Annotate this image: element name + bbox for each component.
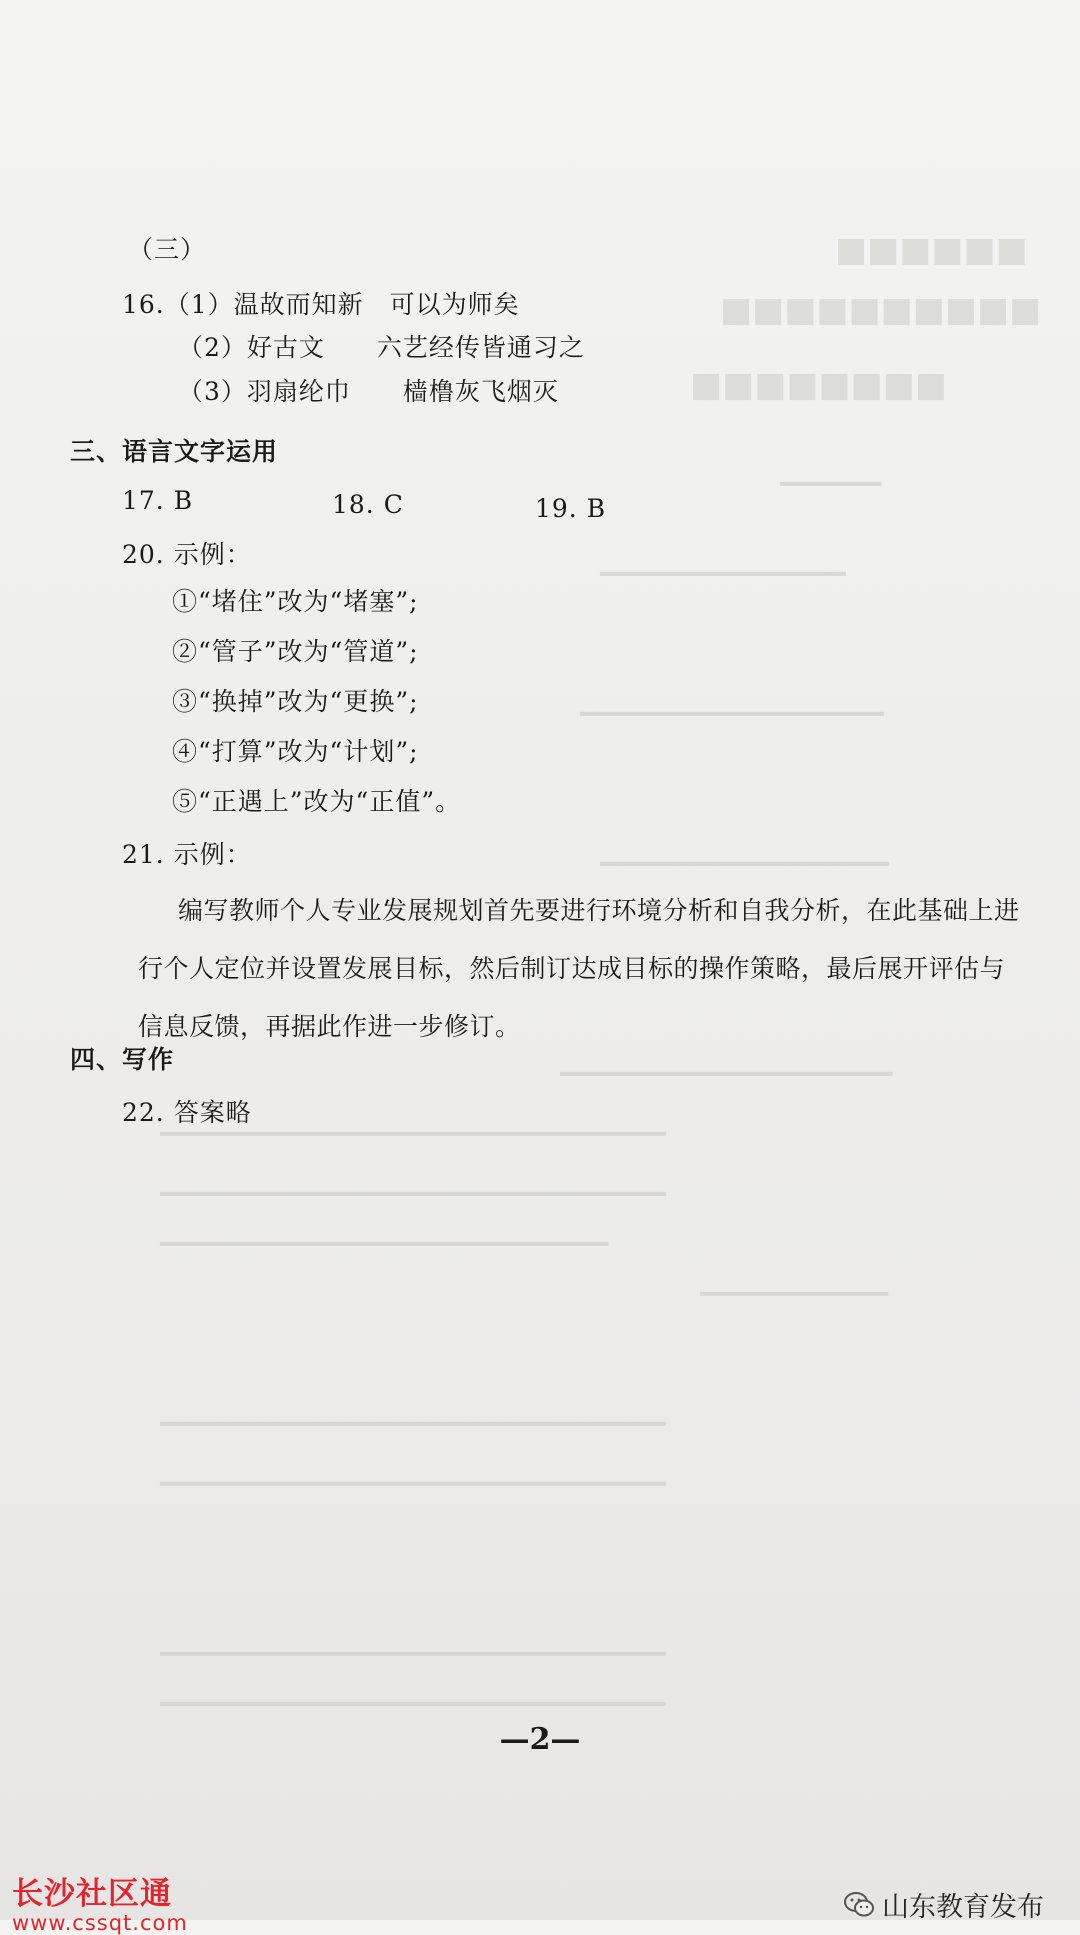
answer-q22: 22. 答案略 xyxy=(122,1098,252,1127)
section-heading-writing: 四、写作 xyxy=(70,1045,175,1074)
watermark-account-name: 山东教育发布 xyxy=(882,1892,1044,1923)
watermark-url: www.cssqt.com xyxy=(12,1911,188,1935)
q20-label: 20. 示例： xyxy=(122,540,252,569)
exam-answer-page: ■■■■■■ ■■■■■■■■■■ ■■■■■■■■ ━━━━━━━ ━━━━━━━━━━━━━━━━━ ━━━━━━━━━━━━━━━━━━━━━ ━━━━━━━━━━━━━━━━━━━━ ━━━━━━━━━━━━━━━━━━━━━━━ ━━━━━━━━━━━━━━━━━━━━━━━━━━━━━━━━━━━ ━━━━━━━━━━━━━━━━━━━━━━━━━━━━━━━━━━━ ━━━━━━━━━━━━━━━━━━━━━━━━━━━━━━━ ━━━━━━━━━━━━━ ━━━━━━━━━━━━━━━━━━━━━━━━━━━━━━━━━━━ ━━━━━━━━━━━━━━━━━━━━━━━━━━━━━━━━━━━ ━━━━━━━━━━━━━━━━━━━━━━━━━━━━━━━━━━━ ━━━━━━━━━━━━━━━━━━━━━━━━━━━━━━━━━━━ （三） 16.（1）温故而知新 可以为师矣 （2）好古文 六艺经传皆通习之 （3）羽扇纶巾 樯橹灰飞烟灭 三、语言文字运用 17. B 18. C 19. B 20. 示例： ①“堵住”改为“堵塞”; ②“管子”改为“管道”; ③“换掉”改为“更换”; ④“打算”改为“计划”; ⑤“正遇上”改为“正值”。 21. 示例： 编写教师个人专业发展规划首先要进行环境分析和自我分析，在此基础上进行个人定位并设置发展目标，然后制订达成目标的操作策略，最后展开评估与信息反馈，再据此作进一步修订。 四、写作 22. 答案略 —2— 长沙社区通 www.cssqt.com 山东教育发布 xyxy=(0,0,1080,1920)
q21-label: 21. 示例： xyxy=(122,840,252,869)
answer-q17: 17. B xyxy=(122,486,194,515)
wechat-icon xyxy=(844,1892,874,1918)
q20-item-1: ①“堵住”改为“堵塞”; xyxy=(172,587,419,616)
watermark-brand: 长沙社区通 xyxy=(12,1876,172,1912)
page-number: —2— xyxy=(499,1722,581,1757)
q20-item-2: ②“管子”改为“管道”; xyxy=(172,637,419,666)
watermark-account xyxy=(844,1885,1044,1924)
section-3-subheading: （三） xyxy=(128,235,207,264)
q21-paragraph: 编写教师个人专业发展规划首先要进行环境分析和自我分析，在此基础上进行个人定位并设置发展目标，然后制订达成目标的操作策略，最后展开评估与信息反馈，再据此作进一步修订。 xyxy=(138,896,1020,1041)
q16-part3: （3）羽扇纶巾 樯橹灰飞烟灭 xyxy=(178,377,559,406)
q20-item-4: ④“打算”改为“计划”; xyxy=(172,737,419,766)
q20-item-3: ③“换掉”改为“更换”; xyxy=(172,687,419,716)
watermark-changsha xyxy=(12,1868,188,1935)
answer-q18: 18. C xyxy=(332,490,404,519)
section-heading-language-use: 三、语言文字运用 xyxy=(70,437,279,466)
q16-part2: （2）好古文 六艺经传皆通习之 xyxy=(178,333,585,362)
answer-q19: 19. B xyxy=(535,494,607,523)
q16-part1: 16.（1）温故而知新 可以为师矣 xyxy=(122,290,520,319)
q20-item-5: ⑤“正遇上”改为“正值”。 xyxy=(172,787,462,816)
